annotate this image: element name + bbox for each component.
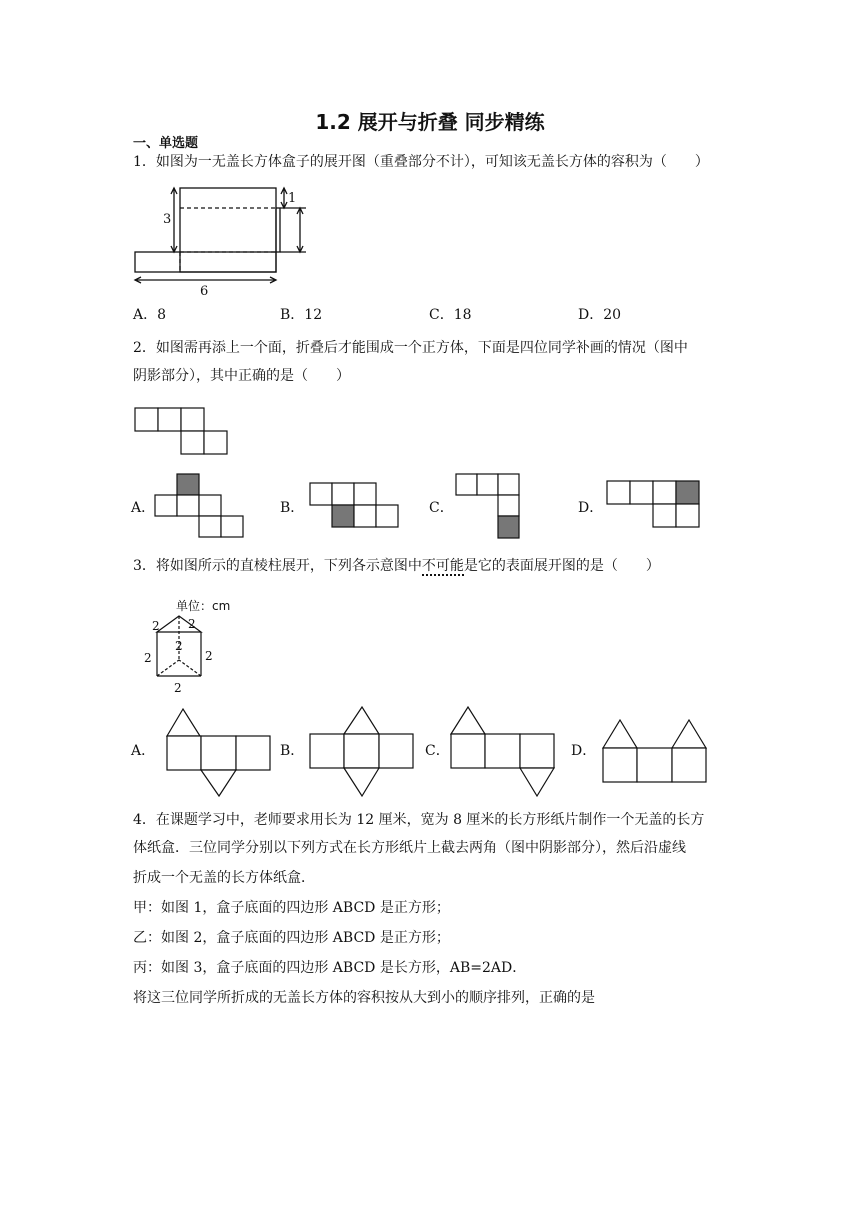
q1-dim-3: 3 xyxy=(163,212,172,227)
svg-text:2: 2 xyxy=(188,617,196,631)
q1-option-a[interactable]: A．8 xyxy=(133,307,167,323)
q3-option-b[interactable]: B． xyxy=(280,743,305,759)
q3-stem: 3．将如图所示的直棱柱展开，下列各示意图中不可能是它的表面展开图的是（ ） xyxy=(133,558,660,574)
q2-option-d[interactable]: D． xyxy=(578,500,604,516)
q1-option-d[interactable]: D．20 xyxy=(578,307,622,323)
q4-last: 将这三位同学所折成的无盖长方体的容积按从大到小的顺序排列，正确的是 xyxy=(133,990,595,1006)
q1-net-figure xyxy=(130,180,330,300)
q3-option-c[interactable]: C． xyxy=(425,743,450,759)
q2-option-b[interactable]: B． xyxy=(280,500,305,516)
q3-net-b xyxy=(308,704,418,800)
section-heading: 一、单选题 xyxy=(133,136,199,151)
q2-net-a xyxy=(155,474,245,540)
q4-jia: 甲：如图 1，盒子底面的四边形 ABCD 是正方形； xyxy=(133,900,450,916)
q4-stem-line1: 4．在课题学习中，老师要求用长为 12 厘米，宽为 8 厘米的长方形纸片制作一个无盖的长方 xyxy=(133,812,705,828)
q4-stem-line3: 折成一个无盖的长方体纸盒． xyxy=(133,870,315,886)
svg-text:2: 2 xyxy=(144,651,152,665)
svg-text:2: 2 xyxy=(205,649,213,663)
q1-dim-1: 1 xyxy=(288,191,297,206)
q2-net-c xyxy=(456,474,522,542)
q2-option-c[interactable]: C． xyxy=(429,500,454,516)
q3-net-d xyxy=(601,716,711,786)
page-title: 1.2 展开与折叠 同步精练 xyxy=(315,110,545,134)
q4-stem-line2: 体纸盒．三位同学分别以下列方式在长方形纸片上截去两角（图中阴影部分），然后沿虚线 xyxy=(133,840,686,856)
q1-option-b[interactable]: B．12 xyxy=(280,307,323,323)
q2-base-net xyxy=(135,408,231,458)
q3-option-d[interactable]: D． xyxy=(571,743,597,759)
q4-yi: 乙：如图 2，盒子底面的四边形 ABCD 是正方形； xyxy=(133,930,450,946)
q3-option-a[interactable]: A． xyxy=(131,743,156,759)
q2-stem-line1: 2．如图需再添上一个面，折叠后才能围成一个正方体，下面是四位同学补画的情况（图中 xyxy=(133,340,688,356)
q4-bing: 丙：如图 3，盒子底面的四边形 ABCD 是长方形，AB=2AD． xyxy=(133,960,527,976)
svg-text:2: 2 xyxy=(174,681,182,695)
q1-option-c[interactable]: C．18 xyxy=(429,307,472,323)
q2-option-a[interactable]: A． xyxy=(131,500,156,516)
q3-net-a xyxy=(164,706,274,798)
q2-net-d xyxy=(607,481,703,531)
q3-prism-figure xyxy=(140,596,250,696)
q3-net-c xyxy=(449,704,559,800)
svg-text:2: 2 xyxy=(175,639,183,653)
q1-dim-6: 6 xyxy=(200,284,209,299)
svg-text:2: 2 xyxy=(152,619,160,633)
q2-stem-line2: 阴影部分），其中正确的是（ ） xyxy=(133,368,350,384)
q1-stem: 1．如图为一无盖长方体盒子的展开图（重叠部分不计），可知该无盖长方体的容积为（ ） xyxy=(133,154,709,170)
q3-unit-label: 单位：cm xyxy=(176,599,231,613)
q2-net-b xyxy=(310,483,402,529)
